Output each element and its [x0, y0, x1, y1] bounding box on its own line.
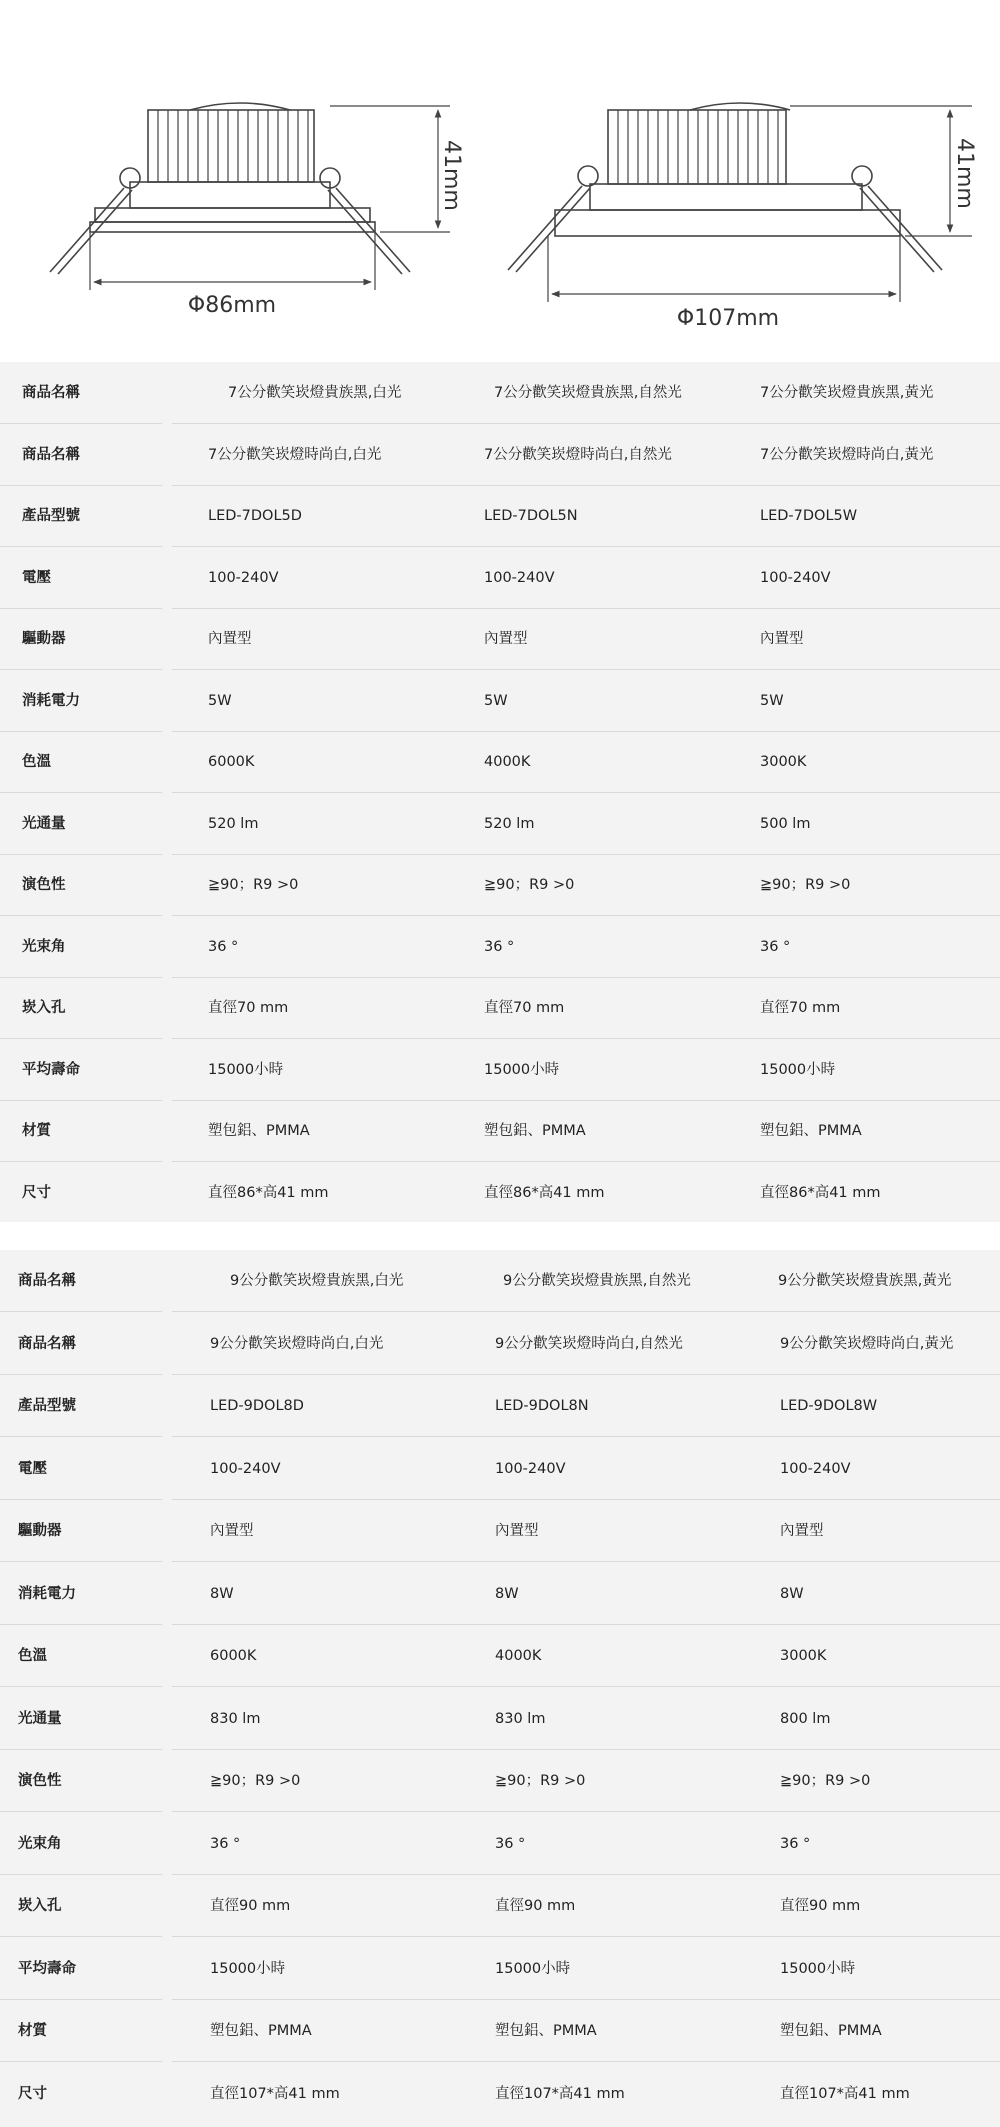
spec-value: 9公分歡笑崁燈貴族黑,黃光 [778, 1273, 952, 1289]
spec-value: ≧90；R9 >0 [780, 1773, 871, 1789]
spec-value: LED-7DOL5N [484, 508, 578, 524]
spec-value: ≧90；R9 >0 [760, 877, 851, 893]
spec-label: 尺寸 [22, 1184, 51, 1201]
spec-value: 內置型 [210, 1523, 254, 1539]
spec-row [0, 1875, 1000, 1937]
spec-value: 520 lm [484, 815, 535, 832]
spec-value: 直徑70 mm [760, 1000, 841, 1016]
spec-table-9cm [0, 1250, 1000, 2127]
spec-label: 材質 [18, 2023, 47, 2039]
spec-row [0, 1625, 1000, 1687]
spec-table-7cm [0, 362, 1000, 1222]
spec-value: 塑包鋁、PMMA [208, 1123, 310, 1139]
spec-value: ≧90；R9 >0 [208, 877, 299, 893]
spec-value: 塑包鋁、PMMA [760, 1123, 862, 1139]
spec-value: 7公分歡笑崁燈時尚白,自然光 [484, 446, 672, 463]
spec-value: 36 ° [495, 1835, 526, 1852]
spec-value: LED-9DOL8N [495, 1398, 589, 1414]
spec-value: 100-240V [210, 1460, 281, 1477]
spec-value: 6000K [210, 1648, 257, 1664]
spec-value: 塑包鋁、PMMA [495, 2023, 597, 2039]
spec-label: 平均壽命 [22, 1061, 80, 1078]
spec-value: 3000K [780, 1648, 827, 1664]
spec-row [0, 1938, 1000, 2000]
spec-value: 直徑107*高41 mm [780, 2085, 910, 2102]
spec-row [0, 854, 1000, 916]
spec-value: 塑包鋁、PMMA [210, 2023, 312, 2039]
spec-value: 500 lm [760, 815, 811, 832]
spec-label: 驅動器 [18, 1523, 62, 1539]
spec-value: 塑包鋁、PMMA [780, 2023, 882, 2039]
spec-label: 電壓 [22, 569, 51, 586]
spec-value: 100-240V [780, 1460, 851, 1477]
spec-value: 15000小時 [210, 1960, 286, 1977]
spec-row [0, 424, 1000, 486]
spec-value: 100-240V [208, 569, 279, 586]
spec-value: 15000小時 [484, 1061, 560, 1078]
spec-value: 9公分歡笑崁燈時尚白,黃光 [780, 1335, 954, 1352]
spec-label: 平均壽命 [18, 1960, 76, 1977]
downlight-drawings [0, 0, 1000, 362]
spec-row [0, 1375, 1000, 1437]
spec-value: 直徑70 mm [208, 1000, 289, 1016]
spec-label: 消耗電力 [18, 1585, 76, 1602]
spec-value: 15000小時 [208, 1061, 284, 1078]
spec-value: 直徑90 mm [780, 1898, 861, 1914]
spec-label: 消耗電力 [22, 692, 80, 709]
spec-value: 直徑107*高41 mm [495, 2085, 625, 2102]
spec-row [0, 793, 1000, 855]
spec-value: 8W [780, 1585, 804, 1602]
spec-label: 驅動器 [22, 631, 66, 647]
spec-value: ≧90；R9 >0 [484, 877, 575, 893]
spec-label: 色溫 [22, 754, 51, 770]
spec-value: 直徑107*高41 mm [210, 2085, 340, 2102]
spec-value: 4000K [495, 1648, 542, 1664]
spec-value: 直徑86*高41 mm [760, 1184, 881, 1201]
spec-row [0, 1688, 1000, 1750]
spec-value: 8W [495, 1585, 519, 1602]
spec-row [0, 1250, 1000, 1312]
spec-value: 5W [208, 692, 232, 709]
downlight-107-drawing [508, 103, 942, 272]
spec-label: 崁入孔 [18, 1898, 62, 1914]
spec-row [0, 916, 1000, 978]
spec-label: 崁入孔 [22, 1000, 66, 1016]
spec-label: 產品型號 [22, 508, 80, 524]
spec-value: ≧90；R9 >0 [495, 1773, 586, 1789]
height-label-107: 41mm [952, 138, 977, 209]
spec-value: 15000小時 [495, 1960, 571, 1977]
spec-value: 9公分歡笑崁燈時尚白,自然光 [495, 1335, 683, 1352]
spec-row [0, 1438, 1000, 1500]
spec-value: 內置型 [780, 1523, 824, 1539]
downlight-86-drawing [50, 103, 410, 274]
spec-label: 光束角 [18, 1835, 62, 1852]
spec-value: 36 ° [760, 938, 791, 955]
spec-value: 7公分歡笑崁燈時尚白,黃光 [760, 446, 934, 463]
spec-row [0, 608, 1000, 670]
spec-value: 9公分歡笑崁燈貴族黑,白光 [230, 1273, 404, 1289]
diameter-label-86: Φ86mm [187, 293, 277, 318]
spec-row [0, 670, 1000, 732]
spec-value: 100-240V [495, 1460, 566, 1477]
spec-value: 830 lm [495, 1710, 546, 1727]
spec-row [0, 731, 1000, 793]
spec-row [0, 1813, 1000, 1875]
spec-label: 色溫 [18, 1648, 47, 1664]
spec-value: 36 ° [210, 1835, 241, 1852]
spec-value: 36 ° [484, 938, 515, 955]
spec-value: 100-240V [760, 569, 831, 586]
spec-row [0, 1313, 1000, 1375]
spec-value: 8W [210, 1585, 234, 1602]
spec-value: 內置型 [495, 1523, 539, 1539]
spec-label: 尺寸 [18, 2085, 47, 2102]
spec-row [0, 485, 1000, 547]
spec-row [0, 2000, 1000, 2062]
spec-value: 4000K [484, 754, 531, 770]
spec-label: 材質 [22, 1123, 51, 1139]
spec-value: 內置型 [484, 631, 528, 647]
spec-value: 6000K [208, 754, 255, 770]
spec-row [0, 977, 1000, 1039]
spec-value: ≧90；R9 >0 [210, 1773, 301, 1789]
spec-value: 9公分歡笑崁燈貴族黑,自然光 [503, 1273, 691, 1289]
spec-value: 9公分歡笑崁燈時尚白,白光 [210, 1335, 384, 1352]
spec-row [0, 547, 1000, 609]
spec-row [0, 1563, 1000, 1625]
spec-row [0, 1500, 1000, 1562]
dimension-drawings [0, 0, 1000, 362]
spec-value: 直徑86*高41 mm [484, 1184, 605, 1201]
spec-value: 直徑86*高41 mm [208, 1184, 329, 1201]
spec-value: 內置型 [208, 631, 252, 647]
diameter-label-107: Φ107mm [676, 306, 780, 331]
spec-row [0, 1100, 1000, 1162]
spec-value: 7公分歡笑崁燈貴族黑,自然光 [494, 385, 682, 401]
spec-label: 光通量 [22, 815, 66, 832]
spec-label: 商品名稱 [18, 1273, 76, 1289]
spec-value: 520 lm [208, 815, 259, 832]
spec-value: 5W [760, 692, 784, 709]
spec-row [0, 1750, 1000, 1812]
spec-row [0, 2063, 1000, 2125]
spec-row [0, 1039, 1000, 1101]
spec-row [0, 362, 1000, 424]
spec-value: 7公分歡笑崁燈貴族黑,黃光 [760, 385, 934, 401]
height-label-86: 41mm [439, 140, 464, 211]
spec-value: 7公分歡笑崁燈時尚白,白光 [208, 446, 382, 463]
spec-value: LED-9DOL8D [210, 1398, 304, 1414]
spec-value: 內置型 [760, 631, 804, 647]
spec-value: LED-7DOL5W [760, 508, 858, 524]
spec-value: 15000小時 [780, 1960, 856, 1977]
spec-value: 直徑90 mm [495, 1898, 576, 1914]
spec-label: 商品名稱 [22, 446, 80, 463]
spec-value: 36 ° [780, 1835, 811, 1852]
spec-value: LED-9DOL8W [780, 1398, 878, 1414]
spec-label: 商品名稱 [22, 385, 80, 401]
spec-value: 直徑90 mm [210, 1898, 291, 1914]
spec-label: 演色性 [18, 1773, 62, 1789]
spec-value: 7公分歡笑崁燈貴族黑,白光 [228, 385, 402, 401]
spec-row [0, 1162, 1000, 1224]
spec-value: 直徑70 mm [484, 1000, 565, 1016]
spec-label: 演色性 [22, 877, 66, 893]
spec-value: 3000K [760, 754, 807, 770]
spec-value: LED-7DOL5D [208, 508, 302, 524]
spec-label: 產品型號 [18, 1398, 76, 1414]
spec-label: 電壓 [18, 1460, 47, 1477]
spec-value: 830 lm [210, 1710, 261, 1727]
spec-value: 塑包鋁、PMMA [484, 1123, 586, 1139]
spec-value: 100-240V [484, 569, 555, 586]
spec-label: 光束角 [22, 938, 66, 955]
spec-value: 800 lm [780, 1710, 831, 1727]
spec-label: 商品名稱 [18, 1335, 76, 1352]
spec-value: 15000小時 [760, 1061, 836, 1078]
spec-value: 36 ° [208, 938, 239, 955]
spec-value: 5W [484, 692, 508, 709]
spec-label: 光通量 [18, 1710, 62, 1727]
